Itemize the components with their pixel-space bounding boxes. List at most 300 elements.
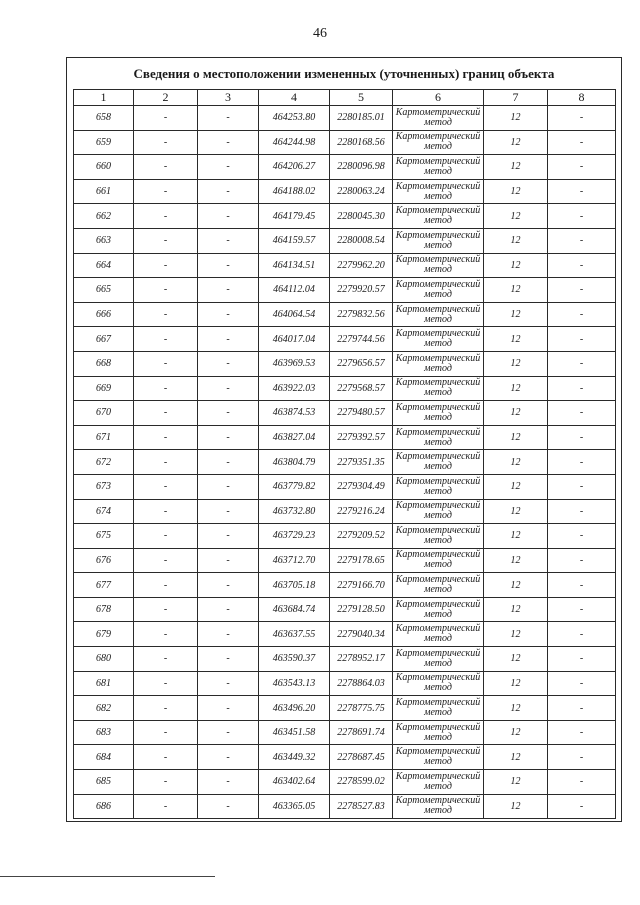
- table-row: [74, 548, 616, 573]
- method-label-line2: метод: [424, 264, 452, 276]
- column-header: 5: [330, 90, 393, 106]
- cell-col8: -: [548, 548, 616, 573]
- cell-col2: -: [134, 499, 198, 524]
- point-number-cell: 666: [74, 302, 134, 327]
- x-coordinate-cell: 464206.27: [259, 155, 330, 180]
- y-coordinate-cell: 2279209.52: [330, 524, 393, 549]
- cell-col8: -: [548, 524, 616, 549]
- method-label-line1: Картометрический: [395, 278, 481, 290]
- method-cell: [393, 376, 484, 401]
- point-number-cell: 679: [74, 622, 134, 647]
- x-coordinate-cell: 463402.64: [259, 770, 330, 795]
- y-coordinate-cell: 2279962.20: [330, 253, 393, 278]
- accuracy-cell: 12: [484, 794, 548, 819]
- accuracy-cell: 12: [484, 548, 548, 573]
- y-coordinate-cell: 2278687.45: [330, 745, 393, 770]
- method-label-line2: метод: [424, 387, 452, 399]
- table-row: [74, 524, 616, 549]
- y-coordinate-cell: 2279304.49: [330, 474, 393, 499]
- method-cell: [393, 450, 484, 475]
- cell-col2: -: [134, 351, 198, 376]
- accuracy-cell: 12: [484, 647, 548, 672]
- table-row: [74, 770, 616, 795]
- x-coordinate-cell: 464064.54: [259, 302, 330, 327]
- method-label-line2: метод: [424, 362, 452, 374]
- cell-col8: -: [548, 671, 616, 696]
- cell-col2: -: [134, 770, 198, 795]
- method-cell: [393, 155, 484, 180]
- method-label-line2: метод: [424, 215, 452, 227]
- table-row: [74, 450, 616, 475]
- cell-col8: -: [548, 647, 616, 672]
- method-label-line2: метод: [424, 338, 452, 350]
- point-number-cell: 658: [74, 106, 134, 131]
- method-cell: [393, 499, 484, 524]
- point-number-cell: 681: [74, 671, 134, 696]
- cell-col2: -: [134, 228, 198, 253]
- method-label-line1: Картометрический: [395, 451, 481, 463]
- cell-col8: -: [548, 130, 616, 155]
- table-row: [74, 130, 616, 155]
- table-row: [74, 106, 616, 131]
- table-row: [74, 179, 616, 204]
- cell-col3: -: [198, 622, 259, 647]
- point-number-cell: 676: [74, 548, 134, 573]
- cell-col8: -: [548, 327, 616, 352]
- accuracy-cell: 12: [484, 745, 548, 770]
- method-label-line2: метод: [424, 805, 452, 817]
- method-label-line1: Картометрический: [395, 205, 481, 217]
- method-cell: [393, 179, 484, 204]
- method-label-line1: Картометрический: [395, 795, 481, 807]
- point-number-cell: 661: [74, 179, 134, 204]
- cell-col2: -: [134, 696, 198, 721]
- method-label-line2: метод: [424, 559, 452, 571]
- accuracy-cell: 12: [484, 351, 548, 376]
- method-label-line1: Картометрический: [395, 672, 481, 684]
- accuracy-cell: 12: [484, 130, 548, 155]
- method-cell: [393, 745, 484, 770]
- method-cell: [393, 794, 484, 819]
- cell-col2: -: [134, 647, 198, 672]
- cell-col3: -: [198, 573, 259, 598]
- y-coordinate-cell: 2279744.56: [330, 327, 393, 352]
- point-number-cell: 664: [74, 253, 134, 278]
- method-label-line1: Картометрический: [395, 549, 481, 561]
- accuracy-cell: 12: [484, 278, 548, 303]
- point-number-cell: 682: [74, 696, 134, 721]
- y-coordinate-cell: 2279216.24: [330, 499, 393, 524]
- method-label-line1: Картометрический: [395, 229, 481, 241]
- point-number-cell: 671: [74, 425, 134, 450]
- cell-col3: -: [198, 155, 259, 180]
- cell-col2: -: [134, 450, 198, 475]
- point-number-cell: 685: [74, 770, 134, 795]
- x-coordinate-cell: 464112.04: [259, 278, 330, 303]
- x-coordinate-cell: 463732.80: [259, 499, 330, 524]
- cell-col3: -: [198, 548, 259, 573]
- cell-col2: -: [134, 106, 198, 131]
- cell-col8: -: [548, 696, 616, 721]
- y-coordinate-cell: 2279178.65: [330, 548, 393, 573]
- y-coordinate-cell: 2278864.03: [330, 671, 393, 696]
- method-label-line1: Картометрический: [395, 598, 481, 610]
- y-coordinate-cell: 2278775.75: [330, 696, 393, 721]
- method-label-line2: метод: [424, 141, 452, 153]
- point-number-cell: 686: [74, 794, 134, 819]
- cell-col8: -: [548, 770, 616, 795]
- cell-col2: -: [134, 376, 198, 401]
- x-coordinate-cell: 463969.53: [259, 351, 330, 376]
- cell-col3: -: [198, 106, 259, 131]
- x-coordinate-cell: 463874.53: [259, 401, 330, 426]
- x-coordinate-cell: 463365.05: [259, 794, 330, 819]
- accuracy-cell: 12: [484, 622, 548, 647]
- cell-col3: -: [198, 253, 259, 278]
- method-cell: [393, 671, 484, 696]
- table-row: [74, 228, 616, 253]
- method-cell: [393, 474, 484, 499]
- y-coordinate-cell: 2279656.57: [330, 351, 393, 376]
- accuracy-cell: 12: [484, 573, 548, 598]
- point-number-cell: 677: [74, 573, 134, 598]
- accuracy-cell: 12: [484, 720, 548, 745]
- method-label-line1: Картометрический: [395, 352, 481, 364]
- method-label-line1: Картометрический: [395, 106, 481, 118]
- cell-col3: -: [198, 524, 259, 549]
- x-coordinate-cell: 463827.04: [259, 425, 330, 450]
- method-label-line1: Картометрический: [395, 426, 481, 438]
- table-row: [74, 253, 616, 278]
- table-row: [74, 302, 616, 327]
- x-coordinate-cell: 464134.51: [259, 253, 330, 278]
- y-coordinate-cell: 2280168.56: [330, 130, 393, 155]
- method-label-line1: Картометрический: [395, 770, 481, 782]
- cell-col3: -: [198, 401, 259, 426]
- page-number: 46: [313, 26, 327, 41]
- cell-col2: -: [134, 573, 198, 598]
- method-cell: [393, 401, 484, 426]
- method-cell: [393, 278, 484, 303]
- y-coordinate-cell: 2279392.57: [330, 425, 393, 450]
- cell-col8: -: [548, 228, 616, 253]
- cell-col2: -: [134, 425, 198, 450]
- y-coordinate-cell: 2278952.17: [330, 647, 393, 672]
- point-number-cell: 674: [74, 499, 134, 524]
- accuracy-cell: 12: [484, 474, 548, 499]
- method-cell: [393, 425, 484, 450]
- y-coordinate-cell: 2279166.70: [330, 573, 393, 598]
- cell-col8: -: [548, 499, 616, 524]
- point-number-cell: 683: [74, 720, 134, 745]
- accuracy-cell: 12: [484, 696, 548, 721]
- x-coordinate-cell: 463804.79: [259, 450, 330, 475]
- point-number-cell: 680: [74, 647, 134, 672]
- point-number-cell: 669: [74, 376, 134, 401]
- cell-col3: -: [198, 302, 259, 327]
- boundary-coordinates-table: [73, 89, 616, 819]
- cell-col2: -: [134, 204, 198, 229]
- method-label-line2: метод: [424, 731, 452, 743]
- method-label-line2: метод: [424, 239, 452, 251]
- cell-col8: -: [548, 106, 616, 131]
- cell-col2: -: [134, 548, 198, 573]
- x-coordinate-cell: 464179.45: [259, 204, 330, 229]
- cell-col3: -: [198, 794, 259, 819]
- cell-col3: -: [198, 376, 259, 401]
- cell-col8: -: [548, 597, 616, 622]
- column-header: 7: [484, 90, 548, 106]
- cell-col2: -: [134, 327, 198, 352]
- cell-col3: -: [198, 351, 259, 376]
- method-label-line2: метод: [424, 707, 452, 719]
- method-label-line1: Картометрический: [395, 131, 481, 143]
- method-cell: [393, 622, 484, 647]
- cell-col8: -: [548, 179, 616, 204]
- method-label-line2: метод: [424, 411, 452, 423]
- x-coordinate-cell: 463779.82: [259, 474, 330, 499]
- x-coordinate-cell: 463496.20: [259, 696, 330, 721]
- cell-col2: -: [134, 278, 198, 303]
- cell-col3: -: [198, 499, 259, 524]
- method-label-line2: метод: [424, 534, 452, 546]
- method-label-line2: метод: [424, 608, 452, 620]
- table-row: [74, 351, 616, 376]
- cell-col2: -: [134, 720, 198, 745]
- method-label-line2: метод: [424, 485, 452, 497]
- point-number-cell: 678: [74, 597, 134, 622]
- table-header-row: [74, 90, 616, 106]
- cell-col8: -: [548, 351, 616, 376]
- point-number-cell: 659: [74, 130, 134, 155]
- method-label-line1: Картометрический: [395, 475, 481, 487]
- y-coordinate-cell: 2279568.57: [330, 376, 393, 401]
- cell-col8: -: [548, 302, 616, 327]
- column-header: 1: [74, 90, 134, 106]
- method-label-line1: Картометрический: [395, 303, 481, 315]
- table-row: [74, 696, 616, 721]
- accuracy-cell: 12: [484, 499, 548, 524]
- column-header: 6: [393, 90, 484, 106]
- y-coordinate-cell: 2280185.01: [330, 106, 393, 131]
- accuracy-cell: 12: [484, 524, 548, 549]
- x-coordinate-cell: 463451.58: [259, 720, 330, 745]
- cell-col3: -: [198, 327, 259, 352]
- method-cell: [393, 770, 484, 795]
- accuracy-cell: 12: [484, 302, 548, 327]
- table-row: [74, 474, 616, 499]
- cell-col2: -: [134, 524, 198, 549]
- table-row: [74, 794, 616, 819]
- document-frame: [66, 57, 622, 822]
- document-title: Сведения о местоположении измененных (уточненных) границ объекта: [133, 66, 555, 81]
- point-number-cell: 667: [74, 327, 134, 352]
- point-number-cell: 672: [74, 450, 134, 475]
- x-coordinate-cell: 463449.32: [259, 745, 330, 770]
- y-coordinate-cell: 2279920.57: [330, 278, 393, 303]
- cell-col2: -: [134, 794, 198, 819]
- method-label-line1: Картометрический: [395, 623, 481, 635]
- cell-col3: -: [198, 130, 259, 155]
- footer-divider: [0, 876, 215, 877]
- cell-col2: -: [134, 179, 198, 204]
- method-cell: [393, 327, 484, 352]
- y-coordinate-cell: 2280045.30: [330, 204, 393, 229]
- cell-col3: -: [198, 179, 259, 204]
- cell-col2: -: [134, 155, 198, 180]
- x-coordinate-cell: 463637.55: [259, 622, 330, 647]
- x-coordinate-cell: 463590.37: [259, 647, 330, 672]
- cell-col3: -: [198, 450, 259, 475]
- table-row: [74, 647, 616, 672]
- table-row: [74, 425, 616, 450]
- method-label-line2: метод: [424, 780, 452, 792]
- y-coordinate-cell: 2279128.50: [330, 597, 393, 622]
- cell-col3: -: [198, 278, 259, 303]
- table-row: [74, 155, 616, 180]
- table-row: [74, 499, 616, 524]
- method-cell: [393, 253, 484, 278]
- method-label-line2: метод: [424, 682, 452, 694]
- y-coordinate-cell: 2278599.02: [330, 770, 393, 795]
- x-coordinate-cell: 464159.57: [259, 228, 330, 253]
- method-cell: [393, 106, 484, 131]
- table-row: [74, 745, 616, 770]
- method-label-line1: Картометрический: [395, 721, 481, 733]
- cell-col3: -: [198, 474, 259, 499]
- x-coordinate-cell: 464017.04: [259, 327, 330, 352]
- method-label-line2: метод: [424, 436, 452, 448]
- y-coordinate-cell: 2280096.98: [330, 155, 393, 180]
- method-label-line2: метод: [424, 116, 452, 128]
- table-row: [74, 720, 616, 745]
- cell-col3: -: [198, 720, 259, 745]
- cell-col8: -: [548, 573, 616, 598]
- accuracy-cell: 12: [484, 106, 548, 131]
- method-cell: [393, 573, 484, 598]
- y-coordinate-cell: 2279040.34: [330, 622, 393, 647]
- x-coordinate-cell: 463684.74: [259, 597, 330, 622]
- accuracy-cell: 12: [484, 253, 548, 278]
- x-coordinate-cell: 464188.02: [259, 179, 330, 204]
- table-row: [74, 671, 616, 696]
- point-number-cell: 673: [74, 474, 134, 499]
- cell-col8: -: [548, 278, 616, 303]
- x-coordinate-cell: 464253.80: [259, 106, 330, 131]
- method-label-line1: Картометрический: [395, 180, 481, 192]
- method-cell: [393, 228, 484, 253]
- x-coordinate-cell: 463543.13: [259, 671, 330, 696]
- cell-col8: -: [548, 450, 616, 475]
- cell-col8: -: [548, 401, 616, 426]
- table-row: [74, 376, 616, 401]
- point-number-cell: 660: [74, 155, 134, 180]
- cell-col2: -: [134, 474, 198, 499]
- method-label-line1: Картометрический: [395, 401, 481, 413]
- y-coordinate-cell: 2279480.57: [330, 401, 393, 426]
- cell-col3: -: [198, 425, 259, 450]
- method-label-line1: Картометрический: [395, 746, 481, 758]
- point-number-cell: 663: [74, 228, 134, 253]
- accuracy-cell: 12: [484, 155, 548, 180]
- column-header: 3: [198, 90, 259, 106]
- cell-col8: -: [548, 425, 616, 450]
- y-coordinate-cell: 2280008.54: [330, 228, 393, 253]
- accuracy-cell: 12: [484, 401, 548, 426]
- method-cell: [393, 696, 484, 721]
- cell-col3: -: [198, 597, 259, 622]
- cell-col2: -: [134, 401, 198, 426]
- y-coordinate-cell: 2278691.74: [330, 720, 393, 745]
- cell-col2: -: [134, 745, 198, 770]
- cell-col2: -: [134, 302, 198, 327]
- method-label-line2: метод: [424, 584, 452, 596]
- method-cell: [393, 130, 484, 155]
- table-row: [74, 597, 616, 622]
- cell-col3: -: [198, 671, 259, 696]
- method-label-line2: метод: [424, 657, 452, 669]
- x-coordinate-cell: 463705.18: [259, 573, 330, 598]
- accuracy-cell: 12: [484, 228, 548, 253]
- method-cell: [393, 647, 484, 672]
- method-label-line2: метод: [424, 756, 452, 768]
- point-number-cell: 668: [74, 351, 134, 376]
- cell-col2: -: [134, 130, 198, 155]
- method-cell: [393, 720, 484, 745]
- cell-col2: -: [134, 671, 198, 696]
- cell-col8: -: [548, 474, 616, 499]
- accuracy-cell: 12: [484, 450, 548, 475]
- method-label-line1: Картометрический: [395, 574, 481, 586]
- method-label-line2: метод: [424, 633, 452, 645]
- method-label-line1: Картометрический: [395, 697, 481, 709]
- accuracy-cell: 12: [484, 204, 548, 229]
- cell-col8: -: [548, 794, 616, 819]
- method-label-line2: метод: [424, 510, 452, 522]
- cell-col2: -: [134, 597, 198, 622]
- cell-col2: -: [134, 253, 198, 278]
- method-label-line1: Картометрический: [395, 500, 481, 512]
- accuracy-cell: 12: [484, 770, 548, 795]
- method-label-line2: метод: [424, 313, 452, 325]
- accuracy-cell: 12: [484, 597, 548, 622]
- cell-col3: -: [198, 228, 259, 253]
- cell-col8: -: [548, 204, 616, 229]
- y-coordinate-cell: 2278527.83: [330, 794, 393, 819]
- accuracy-cell: 12: [484, 376, 548, 401]
- column-header: 2: [134, 90, 198, 106]
- accuracy-cell: 12: [484, 179, 548, 204]
- method-label-line2: метод: [424, 461, 452, 473]
- cell-col8: -: [548, 253, 616, 278]
- x-coordinate-cell: 464244.98: [259, 130, 330, 155]
- method-label-line1: Картометрический: [395, 647, 481, 659]
- x-coordinate-cell: 463922.03: [259, 376, 330, 401]
- point-number-cell: 665: [74, 278, 134, 303]
- method-label-line2: метод: [424, 288, 452, 300]
- accuracy-cell: 12: [484, 671, 548, 696]
- method-label-line2: метод: [424, 165, 452, 177]
- method-cell: [393, 204, 484, 229]
- y-coordinate-cell: 2280063.24: [330, 179, 393, 204]
- cell-col8: -: [548, 622, 616, 647]
- point-number-cell: 662: [74, 204, 134, 229]
- table-row: [74, 622, 616, 647]
- method-label-line1: Картометрический: [395, 328, 481, 340]
- method-label-line1: Картометрический: [395, 377, 481, 389]
- cell-col2: -: [134, 622, 198, 647]
- y-coordinate-cell: 2279832.56: [330, 302, 393, 327]
